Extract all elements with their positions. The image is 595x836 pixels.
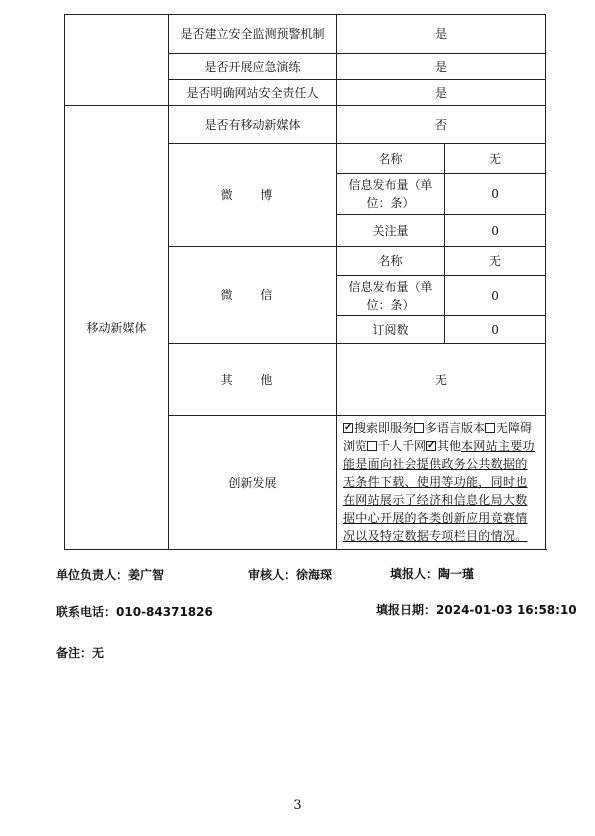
reviewer-value: 徐海琛 bbox=[296, 568, 333, 582]
empty-section-cell bbox=[65, 15, 169, 106]
row-label: 是否开展应急演练 bbox=[169, 54, 337, 80]
reviewer-label: 审核人： bbox=[248, 568, 297, 582]
filler-label: 填报人： bbox=[390, 567, 439, 581]
report-table bbox=[64, 14, 546, 550]
unit-head bbox=[56, 566, 164, 583]
weibo-name-label: 名称 bbox=[337, 144, 445, 174]
filler bbox=[390, 565, 474, 582]
row-value: 否 bbox=[337, 106, 546, 144]
row-label: 是否有移动新媒体 bbox=[169, 106, 337, 144]
note bbox=[56, 644, 104, 661]
checkbox-other bbox=[426, 441, 436, 451]
weibo-followers-value: 0 bbox=[445, 215, 546, 247]
contact-phone bbox=[56, 603, 213, 620]
phone-value: 010-84371826 bbox=[116, 605, 213, 619]
checkbox-accessibility bbox=[485, 423, 495, 433]
weixin-subscribers-label: 订阅数 bbox=[337, 316, 445, 344]
row-value: 是 bbox=[337, 80, 546, 106]
innovation-section-label: 创新发展 bbox=[169, 416, 337, 550]
date-label: 填报日期： bbox=[376, 603, 437, 617]
row-value: 是 bbox=[337, 54, 546, 80]
unit-head-label: 单位负责人： bbox=[56, 568, 129, 582]
media-section-label: 移动新媒体 bbox=[65, 106, 169, 550]
checkbox-personalized bbox=[367, 441, 377, 451]
row-label: 是否建立安全监测预警机制 bbox=[169, 15, 337, 54]
innovation-content bbox=[337, 416, 546, 550]
phone-label: 联系电话： bbox=[56, 605, 117, 619]
option-label: 搜索即服务 bbox=[354, 421, 415, 435]
weixin-name-value: 无 bbox=[445, 247, 546, 276]
innovation-option bbox=[343, 421, 414, 435]
weixin-label: 微 信 bbox=[169, 247, 337, 344]
option-label: 千人千网 bbox=[378, 439, 427, 453]
innovation-option bbox=[367, 439, 426, 453]
innovation-option bbox=[414, 421, 485, 435]
fill-date bbox=[376, 601, 577, 618]
weibo-posts-value: 0 bbox=[445, 174, 546, 215]
other-value: 无 bbox=[337, 344, 546, 416]
innovation-option bbox=[426, 439, 461, 453]
weibo-name-value: 无 bbox=[445, 144, 546, 174]
weibo-label: 微 博 bbox=[169, 144, 337, 247]
filler-value: 陶一瑾 bbox=[438, 567, 475, 581]
reviewer bbox=[248, 566, 332, 583]
option-label: 无障碍浏览 bbox=[343, 421, 533, 453]
weixin-posts-label: 信息发布量（单位：条） bbox=[337, 276, 445, 316]
checkbox-search-service bbox=[343, 423, 353, 433]
option-label: 多语言版本 bbox=[425, 421, 486, 435]
date-value: 2024-01-03 16:58:10 bbox=[436, 603, 577, 617]
weibo-followers-label: 关注量 bbox=[337, 215, 445, 247]
weixin-subscribers-value: 0 bbox=[445, 316, 546, 344]
innovation-description: 本网站主要功能是面向社会提供政务公共数据的无条件下载、使用等功能，同时也在网站展示了经济和信息化局大数据中心开展的各类创新应用竞赛情况以及特定数据专项栏目的情况。 bbox=[343, 439, 535, 543]
other-label: 其 他 bbox=[169, 344, 337, 416]
note-value: 无 bbox=[92, 646, 105, 660]
note-label: 备注： bbox=[56, 646, 93, 660]
weixin-name-label: 名称 bbox=[337, 247, 445, 276]
weibo-posts-label: 信息发布量（单位：条） bbox=[337, 174, 445, 215]
row-label: 是否明确网站安全责任人 bbox=[169, 80, 337, 106]
row-value: 是 bbox=[337, 15, 546, 54]
unit-head-value: 姜广智 bbox=[128, 568, 165, 582]
checkbox-multilingual bbox=[414, 423, 424, 433]
table-row bbox=[65, 15, 546, 54]
table-row bbox=[65, 106, 546, 144]
page-number: 3 bbox=[293, 798, 302, 813]
option-label: 其他 bbox=[437, 439, 462, 453]
weixin-posts-value: 0 bbox=[445, 276, 546, 316]
